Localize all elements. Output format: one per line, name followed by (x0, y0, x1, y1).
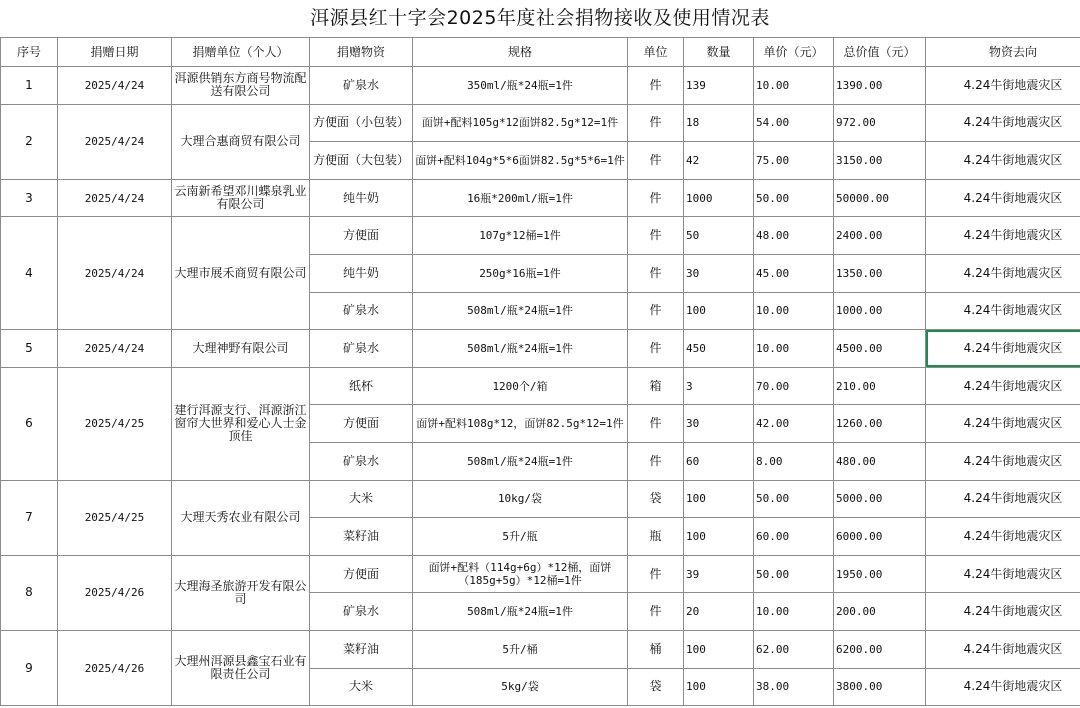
cell-unit[interactable]: 袋 (628, 668, 684, 706)
cell-dest[interactable]: 4.24牛街地震灾区 (926, 142, 1080, 180)
cell-total[interactable]: 3150.00 (834, 142, 926, 180)
cell-donor[interactable]: 大理海圣旅游开发有限公司 (172, 555, 310, 630)
cell-donor[interactable]: 云南新希望邓川蝶泉乳业有限公司 (172, 179, 310, 217)
cell-spec[interactable]: 面饼+配料105g*12面饼82.5g*12=1件 (413, 104, 628, 142)
cell-qty[interactable]: 100 (684, 292, 754, 330)
cell-spec[interactable]: 1200个/箱 (413, 367, 628, 405)
cell-spec[interactable]: 10kg/袋 (413, 480, 628, 518)
cell-qty[interactable]: 42 (684, 142, 754, 180)
cell-unit[interactable]: 件 (628, 179, 684, 217)
header-no[interactable]: 序号 (1, 38, 58, 67)
cell-unit[interactable]: 件 (628, 292, 684, 330)
cell-date[interactable]: 2025/4/26 (58, 630, 172, 705)
cell-dest[interactable]: 4.24牛街地震灾区 (926, 593, 1080, 631)
cell-item[interactable]: 方便面 (310, 217, 413, 255)
cell-donor[interactable]: 建行洱源支行、洱源浙江窗帘大世界和爱心人士金顶佳 (172, 367, 310, 480)
cell-date[interactable]: 2025/4/24 (58, 179, 172, 217)
cell-total[interactable]: 6000.00 (834, 518, 926, 556)
cell-unit[interactable]: 箱 (628, 367, 684, 405)
cell-unit[interactable]: 件 (628, 104, 684, 142)
cell-donor[interactable]: 大理州洱源县鑫宝石业有限责任公司 (172, 630, 310, 705)
table-row (1, 67, 1080, 105)
cell-price[interactable]: 42.00 (754, 405, 834, 443)
cell-total[interactable]: 1350.00 (834, 254, 926, 292)
header-unit[interactable]: 单位 (628, 38, 684, 67)
cell-qty[interactable]: 39 (684, 555, 754, 593)
cell-item[interactable]: 矿泉水 (310, 442, 413, 480)
cell-item[interactable]: 矿泉水 (310, 292, 413, 330)
table-body (1, 67, 1080, 706)
header-total[interactable]: 总价值（元） (834, 38, 926, 67)
cell-date[interactable]: 2025/4/25 (58, 367, 172, 480)
cell-dest[interactable]: 4.24牛街地震灾区 (926, 555, 1080, 593)
cell-price[interactable]: 10.00 (754, 330, 834, 368)
cell-no[interactable]: 3 (1, 179, 58, 217)
cell-donor[interactable]: 大理神野有限公司 (172, 330, 310, 368)
cell-dest[interactable]: 4.24牛街地震灾区 (926, 480, 1080, 518)
cell-donor[interactable]: 大理合惠商贸有限公司 (172, 104, 310, 179)
cell-price[interactable]: 10.00 (754, 67, 834, 105)
cell-item[interactable]: 纯牛奶 (310, 179, 413, 217)
cell-qty[interactable]: 18 (684, 104, 754, 142)
cell-price[interactable]: 50.00 (754, 480, 834, 518)
cell-total[interactable]: 210.00 (834, 367, 926, 405)
cell-unit[interactable]: 件 (628, 593, 684, 631)
cell-total[interactable]: 480.00 (834, 442, 926, 480)
cell-donor[interactable]: 大理市展禾商贸有限公司 (172, 217, 310, 330)
cell-total[interactable]: 1000.00 (834, 292, 926, 330)
header-dest[interactable]: 物资去向 (926, 38, 1080, 67)
cell-qty[interactable]: 20 (684, 593, 754, 631)
cell-total[interactable]: 3800.00 (834, 668, 926, 706)
cell-total[interactable]: 1260.00 (834, 405, 926, 443)
cell-unit[interactable]: 件 (628, 67, 684, 105)
cell-qty[interactable]: 100 (684, 630, 754, 668)
header-qty[interactable]: 数量 (684, 38, 754, 67)
cell-total[interactable]: 50000.00 (834, 179, 926, 217)
cell-dest[interactable]: 4.24牛街地震灾区 (926, 254, 1080, 292)
donation-table (0, 37, 1080, 706)
cell-qty[interactable]: 100 (684, 480, 754, 518)
cell-date[interactable]: 2025/4/26 (58, 555, 172, 630)
cell-item[interactable]: 方便面（大包装） (310, 142, 413, 180)
cell-unit[interactable]: 袋 (628, 480, 684, 518)
cell-price[interactable]: 54.00 (754, 104, 834, 142)
cell-total[interactable]: 5000.00 (834, 480, 926, 518)
cell-qty[interactable]: 30 (684, 254, 754, 292)
cell-price[interactable]: 70.00 (754, 367, 834, 405)
cell-spec[interactable]: 5kg/袋 (413, 668, 628, 706)
cell-dest[interactable]: 4.24牛街地震灾区 (926, 330, 1080, 368)
cell-item[interactable]: 纯牛奶 (310, 254, 413, 292)
cell-date[interactable]: 2025/4/24 (58, 104, 172, 179)
cell-unit[interactable]: 件 (628, 330, 684, 368)
cell-unit[interactable]: 件 (628, 405, 684, 443)
cell-dest[interactable]: 4.24牛街地震灾区 (926, 668, 1080, 706)
cell-price[interactable]: 50.00 (754, 555, 834, 593)
header-date[interactable]: 捐赠日期 (58, 38, 172, 67)
cell-dest[interactable]: 4.24牛街地震灾区 (926, 292, 1080, 330)
cell-total[interactable]: 4500.00 (834, 330, 926, 368)
cell-qty[interactable]: 1000 (684, 179, 754, 217)
cell-item[interactable]: 方便面（小包装） (310, 104, 413, 142)
cell-total[interactable]: 1950.00 (834, 555, 926, 593)
cell-item[interactable]: 矿泉水 (310, 593, 413, 631)
cell-spec[interactable]: 面饼+配料（114g+6g）*12桶，面饼（185g+5g）*12桶=1件 (413, 555, 628, 593)
cell-qty[interactable]: 139 (684, 67, 754, 105)
cell-price[interactable]: 50.00 (754, 179, 834, 217)
cell-no[interactable]: 9 (1, 630, 58, 705)
cell-unit[interactable]: 件 (628, 555, 684, 593)
cell-no[interactable]: 6 (1, 367, 58, 480)
cell-dest[interactable]: 4.24牛街地震灾区 (926, 405, 1080, 443)
cell-unit[interactable]: 瓶 (628, 518, 684, 556)
cell-qty[interactable]: 450 (684, 330, 754, 368)
header-row (1, 38, 1080, 67)
cell-total[interactable]: 2400.00 (834, 217, 926, 255)
cell-price[interactable]: 8.00 (754, 442, 834, 480)
cell-item[interactable]: 纸杯 (310, 367, 413, 405)
cell-no[interactable]: 8 (1, 555, 58, 630)
cell-item[interactable]: 矿泉水 (310, 67, 413, 105)
cell-unit[interactable]: 件 (628, 142, 684, 180)
cell-total[interactable]: 972.00 (834, 104, 926, 142)
cell-spec[interactable]: 508ml/瓶*24瓶=1件 (413, 593, 628, 631)
cell-item[interactable]: 菜籽油 (310, 630, 413, 668)
cell-item[interactable]: 菜籽油 (310, 518, 413, 556)
cell-spec[interactable]: 面饼+配料108g*12，面饼82.5g*12=1件 (413, 405, 628, 443)
cell-price[interactable]: 10.00 (754, 593, 834, 631)
cell-price[interactable]: 10.00 (754, 292, 834, 330)
cell-price[interactable]: 38.00 (754, 668, 834, 706)
header-spec[interactable]: 规格 (413, 38, 628, 67)
cell-dest[interactable]: 4.24牛街地震灾区 (926, 67, 1080, 105)
cell-date[interactable]: 2025/4/24 (58, 67, 172, 105)
cell-item[interactable]: 方便面 (310, 405, 413, 443)
cell-item[interactable]: 大米 (310, 480, 413, 518)
table-row (1, 217, 1080, 255)
cell-donor[interactable]: 洱源供销东方商号物流配送有限公司 (172, 67, 310, 105)
cell-unit[interactable]: 件 (628, 442, 684, 480)
cell-qty[interactable]: 100 (684, 668, 754, 706)
cell-donor[interactable]: 大理天秀农业有限公司 (172, 480, 310, 555)
cell-dest[interactable]: 4.24牛街地震灾区 (926, 217, 1080, 255)
cell-unit[interactable]: 件 (628, 217, 684, 255)
table-row (1, 367, 1080, 405)
cell-no[interactable]: 4 (1, 217, 58, 330)
cell-dest[interactable]: 4.24牛街地震灾区 (926, 179, 1080, 217)
cell-date[interactable]: 2025/4/24 (58, 330, 172, 368)
cell-no[interactable]: 5 (1, 330, 58, 368)
cell-dest[interactable]: 4.24牛街地震灾区 (926, 630, 1080, 668)
table-row (1, 330, 1080, 368)
table-row (1, 630, 1080, 668)
cell-item[interactable]: 大米 (310, 668, 413, 706)
cell-qty[interactable]: 60 (684, 442, 754, 480)
cell-spec[interactable]: 16瓶*200ml/瓶=1件 (413, 179, 628, 217)
cell-total[interactable]: 1390.00 (834, 67, 926, 105)
cell-spec[interactable]: 5升/瓶 (413, 518, 628, 556)
cell-date[interactable]: 2025/4/25 (58, 480, 172, 555)
cell-item[interactable]: 方便面 (310, 555, 413, 593)
cell-dest[interactable]: 4.24牛街地震灾区 (926, 367, 1080, 405)
cell-item[interactable]: 矿泉水 (310, 330, 413, 368)
cell-unit[interactable]: 件 (628, 254, 684, 292)
page-title: 洱源县红十字会2025年度社会捐物接收及使用情况表 (310, 7, 770, 29)
cell-dest[interactable]: 4.24牛街地震灾区 (926, 518, 1080, 556)
cell-dest[interactable]: 4.24牛街地震灾区 (926, 442, 1080, 480)
cell-qty[interactable]: 3 (684, 367, 754, 405)
cell-date[interactable]: 2025/4/24 (58, 217, 172, 330)
cell-price[interactable]: 60.00 (754, 518, 834, 556)
cell-spec[interactable]: 250g*16瓶=1件 (413, 254, 628, 292)
cell-total[interactable]: 200.00 (834, 593, 926, 631)
header-price[interactable]: 单价（元） (754, 38, 834, 67)
table-row (1, 480, 1080, 518)
cell-spec[interactable]: 508ml/瓶*24瓶=1件 (413, 292, 628, 330)
cell-spec[interactable]: 107g*12桶=1件 (413, 217, 628, 255)
header-item[interactable]: 捐赠物资 (310, 38, 413, 67)
table-row (1, 104, 1080, 142)
cell-spec[interactable]: 508ml/瓶*24瓶=1件 (413, 442, 628, 480)
cell-spec[interactable]: 面饼+配料104g*5*6面饼82.5g*5*6=1件 (413, 142, 628, 180)
cell-qty[interactable]: 50 (684, 217, 754, 255)
cell-price[interactable]: 75.00 (754, 142, 834, 180)
cell-spec[interactable]: 508ml/瓶*24瓶=1件 (413, 330, 628, 368)
cell-dest[interactable]: 4.24牛街地震灾区 (926, 104, 1080, 142)
cell-price[interactable]: 62.00 (754, 630, 834, 668)
cell-qty[interactable]: 100 (684, 518, 754, 556)
cell-unit[interactable]: 桶 (628, 630, 684, 668)
cell-price[interactable]: 45.00 (754, 254, 834, 292)
cell-total[interactable]: 6200.00 (834, 630, 926, 668)
cell-spec[interactable]: 5升/桶 (413, 630, 628, 668)
cell-spec[interactable]: 350ml/瓶*24瓶=1件 (413, 67, 628, 105)
cell-price[interactable]: 48.00 (754, 217, 834, 255)
cell-no[interactable]: 7 (1, 480, 58, 555)
table-row (1, 179, 1080, 217)
cell-no[interactable]: 1 (1, 67, 58, 105)
table-row (1, 555, 1080, 593)
header-donor[interactable]: 捐赠单位（个人） (172, 38, 310, 67)
cell-qty[interactable]: 30 (684, 405, 754, 443)
cell-no[interactable]: 2 (1, 104, 58, 179)
